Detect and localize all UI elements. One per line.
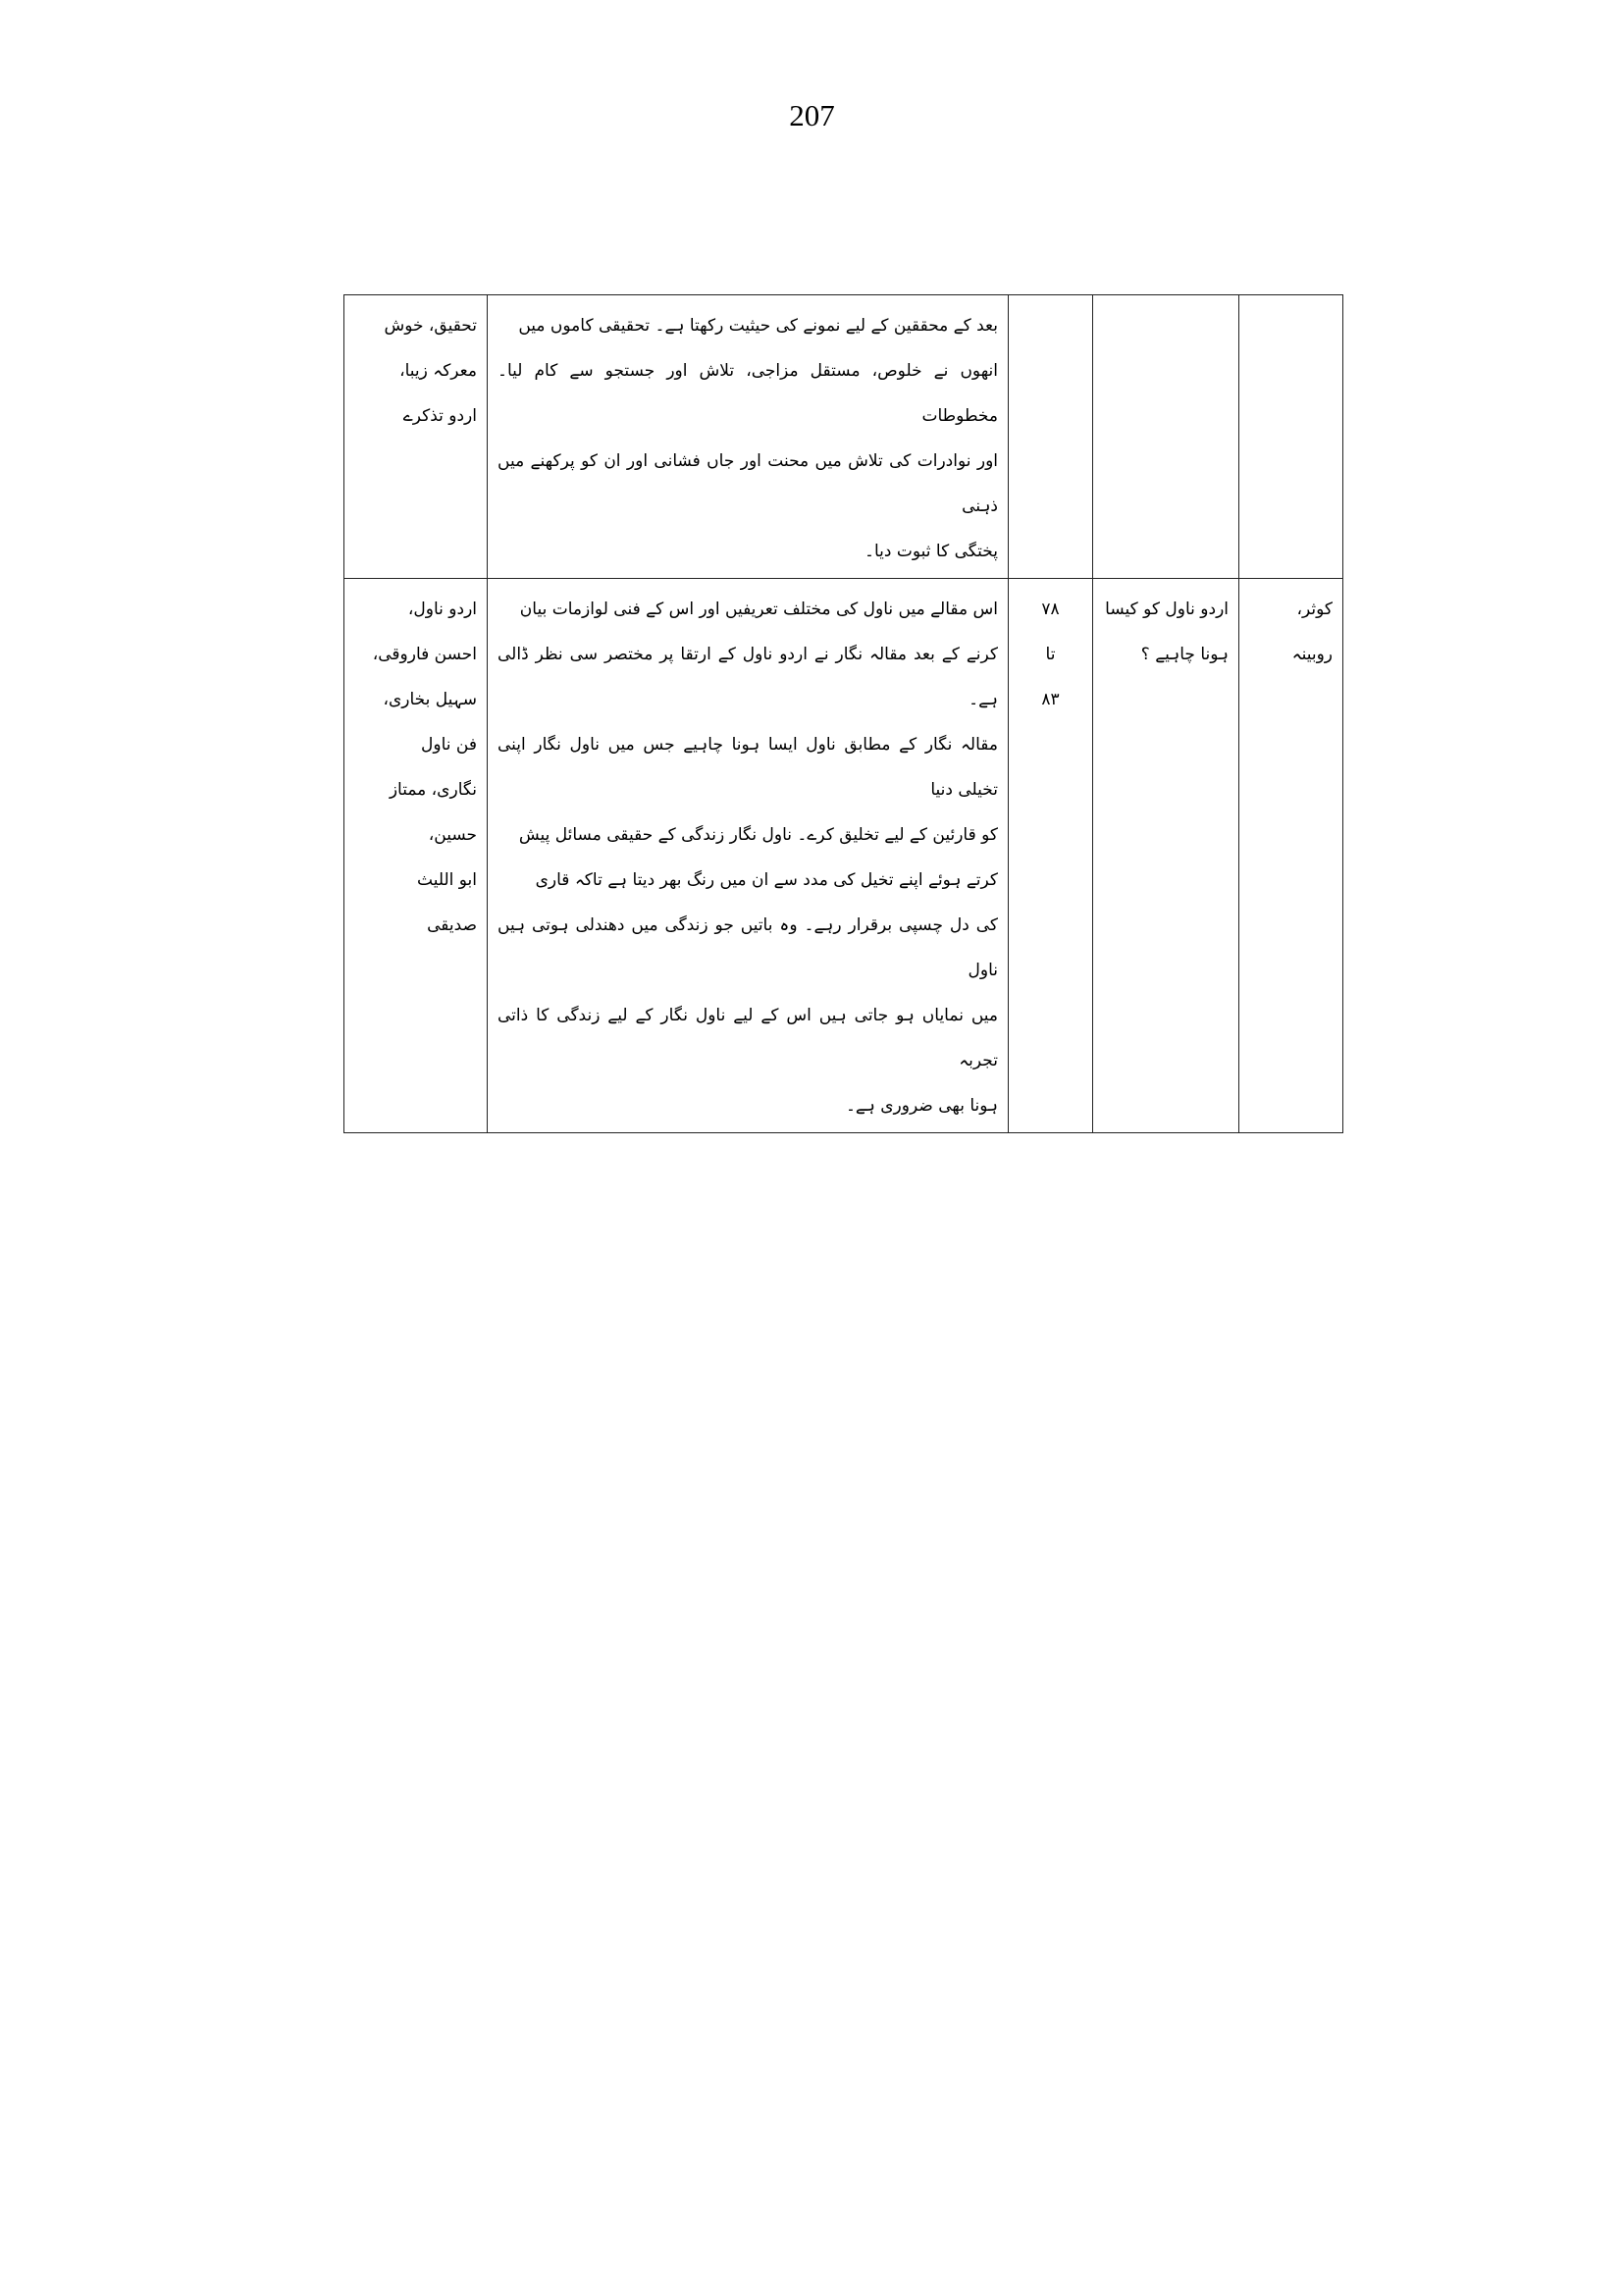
keyword-line: ابو اللیث: [417, 870, 477, 890]
pages-cell: [1009, 579, 1093, 1133]
summary-line: میں نمایاں ہو جاتی ہیں اس کے لیے ناول نگار کے لیے زندگی کا ذاتی تجربہ: [498, 1006, 998, 1070]
summary-line: اس مقالے میں ناول کی مختلف تعریفیں اور اس کے فنی لوازمات بیان: [519, 600, 998, 619]
title-cell: [1093, 579, 1239, 1133]
summary-cell: [488, 295, 1009, 579]
keyword-line: صدیقی: [427, 915, 477, 935]
summary-line: انھوں نے خلوص، مستقل مزاجی، تلاش اور جستجو سے کام لیا۔ مخطوطات: [498, 361, 998, 426]
summary-line: کو قارئین کے لیے تخلیق کرے۔ ناول نگار زندگی کے حقیقی مسائل پیش: [518, 825, 998, 845]
summary-line: بعد کے محققین کے لیے نمونے کی حیثیت رکھتا ہے۔ تحقیقی کاموں میں: [518, 316, 998, 336]
summary-line: کرتے ہوئے اپنے تخیل کی مدد سے ان میں رنگ بھر دیتا ہے تاکہ قاری: [535, 870, 998, 890]
author-line: کوثر،: [1296, 600, 1333, 619]
keyword-line: احسن فاروقی،: [372, 645, 477, 664]
title-line: ہونا چاہیے ؟: [1140, 645, 1229, 664]
table-row: [344, 295, 1343, 579]
bibliography-table: [343, 294, 1343, 1133]
pages-line: تا: [1045, 645, 1056, 664]
summary-line: اور نوادرات کی تلاش میں محنت اور جاں فشانی اور ان کو پرکھنے میں ذہنی: [498, 451, 998, 516]
keyword-line: تحقیق، خوش: [384, 316, 477, 336]
summary-cell: [488, 579, 1009, 1133]
author-cell: [1239, 579, 1343, 1133]
summary-line: ہونا بھی ضروری ہے۔: [845, 1096, 998, 1116]
author-cell: [1239, 295, 1343, 579]
keyword-line: معرکہ زیبا،: [399, 361, 477, 381]
keyword-line: اردو تذکرے: [402, 406, 477, 426]
summary-line: کی دل چسپی برقرار رہے۔ وہ باتیں جو زندگی میں دھندلی ہوتی ہیں ناول: [498, 915, 998, 980]
keywords-cell: [344, 579, 488, 1133]
keyword-line: نگاری، ممتاز: [389, 780, 477, 800]
keyword-line: حسین،: [428, 825, 477, 845]
author-line: روبینہ: [1291, 645, 1333, 664]
keyword-line: فن ناول: [421, 735, 477, 755]
title-cell: [1093, 295, 1239, 579]
keyword-line: سہیل بخاری،: [383, 690, 477, 709]
summary-line: کرنے کے بعد مقالہ نگار نے اردو ناول کے ارتقا پر مختصر سی نظر ڈالی ہے۔: [498, 645, 998, 709]
pages-cell: [1009, 295, 1093, 579]
title-line: اردو ناول کو کیسا: [1105, 600, 1229, 619]
keywords-cell: [344, 295, 488, 579]
summary-line: پختگی کا ثبوت دیا۔: [864, 542, 998, 561]
pages-line: ۷۸: [1041, 600, 1060, 619]
pages-line: ۸۳: [1041, 690, 1060, 709]
page-number: 207: [789, 98, 835, 132]
summary-line: مقالہ نگار کے مطابق ناول ایسا ہونا چاہیے جس میں ناول نگار اپنی تخیلی دنیا: [498, 735, 998, 800]
table-row: [344, 579, 1343, 1133]
keyword-line: اردو ناول،: [407, 600, 477, 619]
